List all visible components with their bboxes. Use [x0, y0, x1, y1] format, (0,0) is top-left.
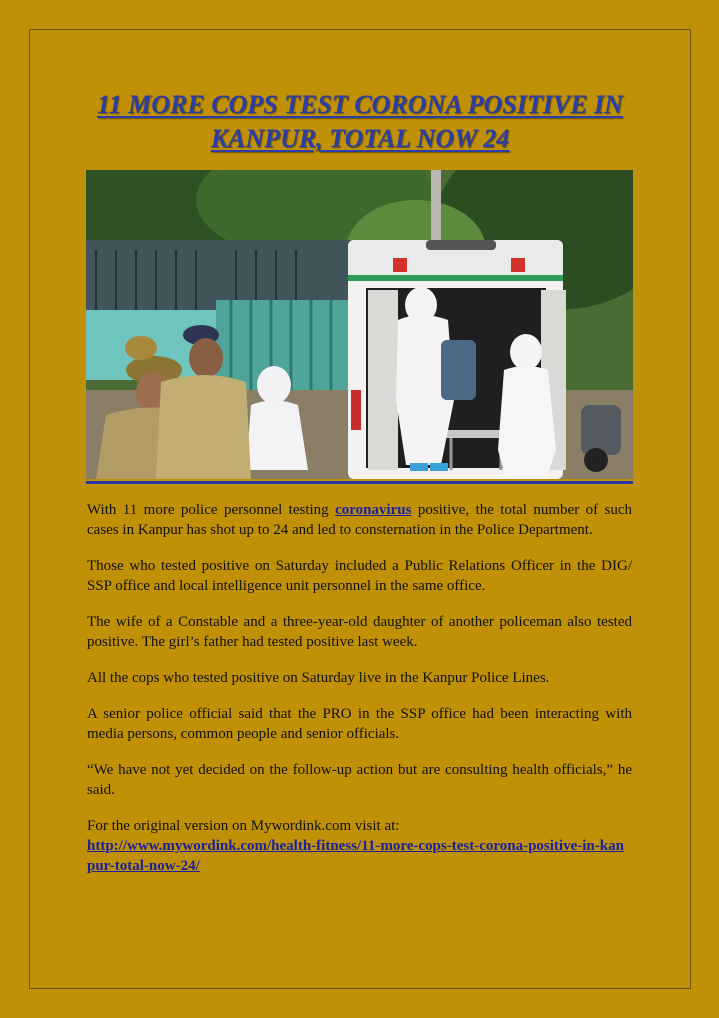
coronavirus-link[interactable]: coronavirus: [335, 502, 412, 518]
article-photo: [86, 170, 633, 479]
paragraph-intro-after: positive, the total number of such cases in Kanpur has shot up to 24 and led to consternation in the Police Department.: [87, 502, 633, 538]
source-section: [87, 816, 632, 876]
paragraph-family-members: The wife of a Constable and a three-year-old daughter of another policeman also tested positive. The girl’s father had tested positive last week.: [87, 614, 632, 650]
paragraph-quote: “We have not yet decided on the follow-up action but are consulting health officials,” he said.: [87, 762, 632, 798]
paragraph-tested-saturday: Those who tested positive on Saturday included a Public Relations Officer in the DIG/ SSP office and local intelligence unit personnel in the same office.: [87, 558, 632, 594]
article-title: 11 MORE COPS TEST CORONA POSITIVE IN KANPUR, TOTAL NOW 24: [97, 90, 623, 153]
article-body: [87, 500, 632, 876]
photo-divider: [86, 481, 633, 484]
paragraph-intro: [87, 500, 632, 540]
paragraph-pro-interaction: A senior police official said that the PRO in the SSP office had been interacting with media persons, common people and senior officials.: [87, 706, 632, 742]
source-url-link[interactable]: http://www.mywordink.com/health-fitness/11-more-cops-test-corona-positive-in-kanpur-total-now-24/: [87, 838, 624, 874]
paragraph-intro-before: With 11 more police personnel testing: [87, 502, 336, 518]
source-intro: For the original version on Mywordink.com visit at:: [87, 818, 400, 834]
paragraph-police-lines: All the cops who tested positive on Saturday live in the Kanpur Police Lines.: [87, 670, 550, 686]
